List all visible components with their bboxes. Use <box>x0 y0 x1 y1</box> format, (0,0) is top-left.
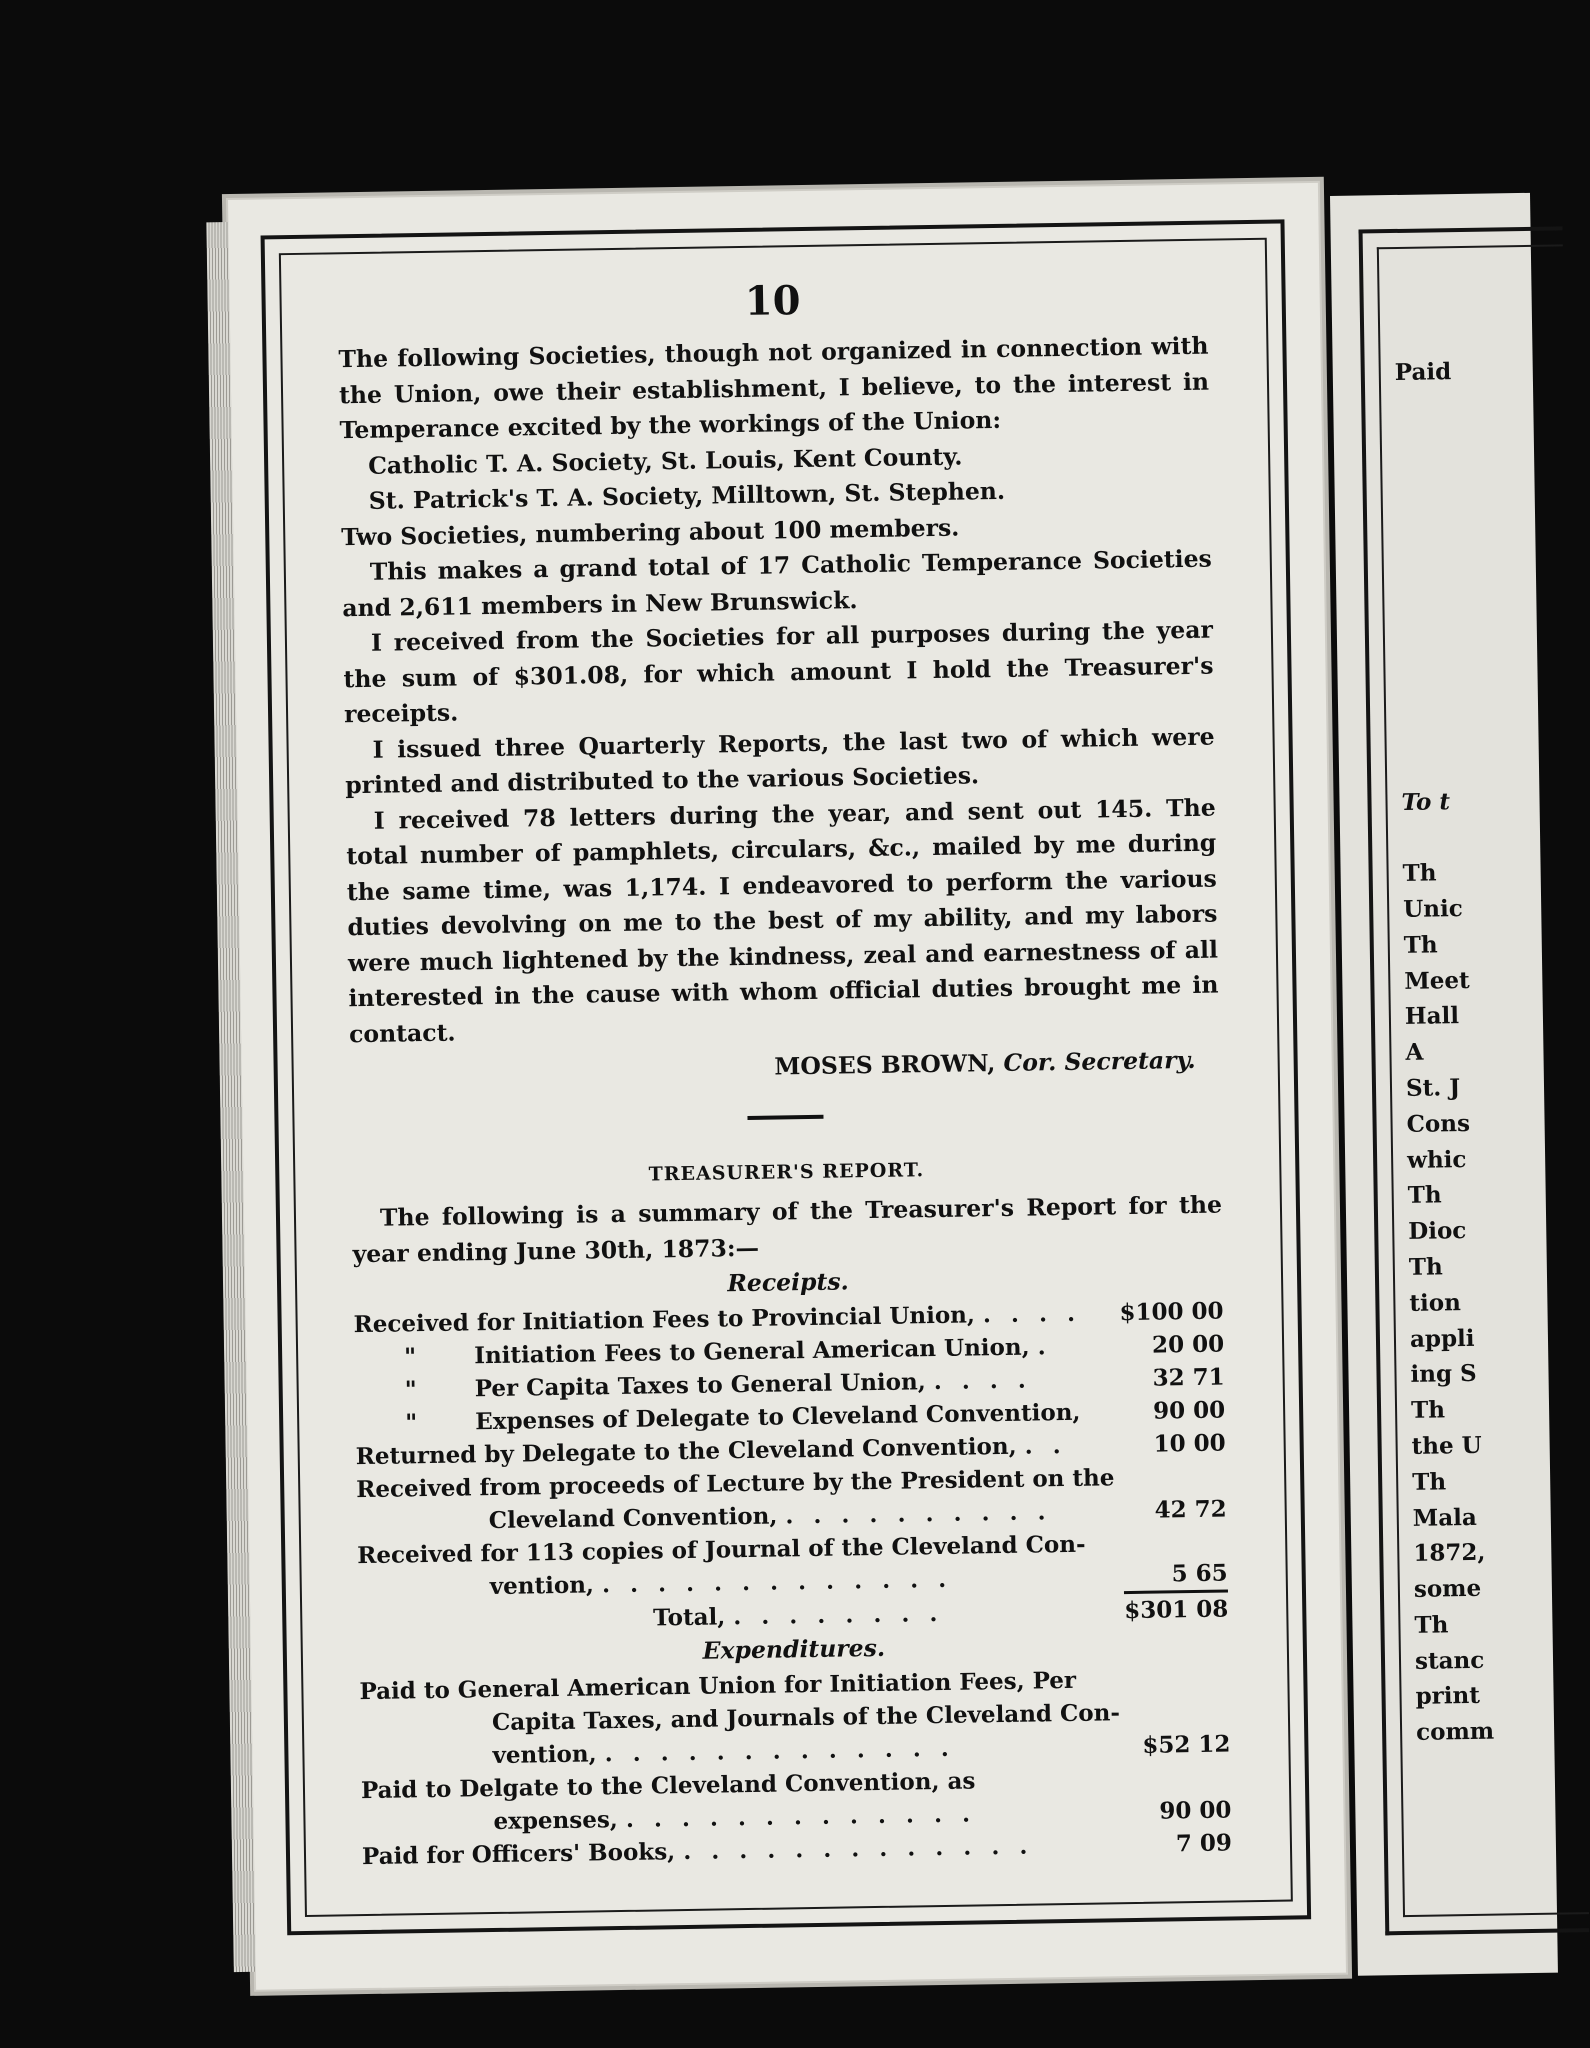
page-edges <box>206 222 255 1972</box>
expenditure-amount: 7 09 <box>1175 1828 1233 1857</box>
expenditure-amount: $52 12 <box>1142 1729 1231 1759</box>
receipt-label: Returned by Delegate to the Cleveland Convention, . . <box>355 1431 1067 1470</box>
receipt-amount: 32 71 <box>1152 1362 1225 1392</box>
fragment-line: Th <box>1403 931 1438 959</box>
table-row <box>359 1661 1230 1774</box>
page-border-outer <box>261 219 1312 1935</box>
fragment-line: ing S <box>1410 1360 1477 1389</box>
fragment-line: Dioc <box>1408 1217 1467 1246</box>
signature-title: Cor. Secretary. <box>1003 1045 1196 1077</box>
fragment-line: 1872, <box>1413 1539 1486 1568</box>
fragment-line <box>1396 461 1475 498</box>
receipt-amount: 10 00 <box>1153 1428 1226 1458</box>
receipts-table <box>353 1294 1228 1639</box>
fragment-line: some <box>1413 1574 1482 1603</box>
receipt-label: Received from proceeds of Lecture by the President on the Cleveland Convention, . . . . . . . . . . <box>356 1463 1115 1534</box>
fragment-line <box>1398 569 1477 606</box>
receipts-heading: Receipts. <box>727 1267 849 1298</box>
report-intro: The following is a summary of the Treasurer's Report for the year ending June 30th, 1873:— <box>352 1190 1223 1268</box>
fragment-line: print <box>1415 1682 1481 1711</box>
fragment-line: Th <box>1407 1181 1442 1210</box>
ditto-mark: " <box>403 1342 417 1370</box>
signature-name: MOSES BROWN, <box>774 1049 996 1081</box>
fragment-line <box>1396 425 1475 462</box>
fragment-line: Th <box>1408 1253 1443 1281</box>
section-divider <box>747 1114 823 1119</box>
fragment-line <box>1401 747 1480 784</box>
fragment-line: comm <box>1415 1717 1495 1747</box>
paragraph: This makes a grand total of 17 Catholic Temperance Societies and 2,611 members in New Brunswick. <box>342 544 1212 622</box>
fragment-line: appli <box>1409 1324 1475 1353</box>
receipt-label: " Expenses of Delegate to Cleveland Convention, <box>355 1395 1121 1440</box>
right-page-fragment <box>1330 193 1558 1976</box>
expenditure-amount: 90 00 <box>1159 1795 1232 1825</box>
receipt-amount: 42 72 <box>1154 1494 1227 1524</box>
fragment-line: Mala <box>1412 1503 1477 1532</box>
fragment-line <box>1400 712 1479 749</box>
fragment-line: Th <box>1402 859 1437 888</box>
fragment-line: Cons <box>1406 1109 1471 1138</box>
expenditure-label: Paid for Officers' Books, . . . . . . . . . . . . . <box>361 1832 1034 1870</box>
paragraph: Two Societies, numbering about 100 members. <box>341 513 960 551</box>
paragraph: I received from the Societies for all purposes during the year the sum of $301.08, for which amount I hold the Treasurer's receipts. <box>343 615 1214 729</box>
fragment-line <box>1399 640 1478 677</box>
expenditure-label: Paid to General American Union for Initiation Fees, Per Capita Taxes, and Journals of the Cleveland Con- vention, . . . . . . . . . . . . . <box>359 1666 1121 1769</box>
fragment-line: whic <box>1406 1145 1467 1174</box>
expenditures-heading: Expenditures. <box>702 1633 886 1665</box>
report-heading: TREASURER'S REPORT. <box>648 1158 925 1186</box>
receipt-amount: 90 00 <box>1152 1395 1226 1425</box>
paragraph: St. Patrick's T. A. Society, Milltown, St. Stephen. <box>368 476 1006 515</box>
page-border-inner <box>279 238 1293 1917</box>
fragment-line: Th <box>1411 1468 1447 1496</box>
expenditures-table <box>359 1661 1232 1873</box>
signature <box>349 1043 1195 1092</box>
fragment-line <box>1397 533 1476 570</box>
paragraph: I received 78 letters during the year, and sent out 145. The total number of pamphlets, circulars, &c., mailed by me during the same time, was 1,174. I endeavored to perform the various duties devolving on me to the best of my ability, and my labors were much lightened by the kindness, zeal and earnestness of all interested in the cause with whom official duties brought me in contact. <box>346 793 1219 1048</box>
fragment-line: Th <box>1410 1396 1446 1424</box>
receipt-label: " Per Capita Taxes to General Union, . . . . <box>354 1362 1120 1407</box>
receipt-label: Received for 113 copies of Journal of the Cleveland Con- vention, . . . . . . . . . . . . . <box>357 1530 1086 1600</box>
fragment-line: the U <box>1411 1431 1482 1460</box>
total-amount: $301 08 <box>1124 1591 1229 1627</box>
fragment-line: tion <box>1409 1288 1462 1317</box>
left-page <box>228 183 1346 1990</box>
fragment-line: Hall <box>1404 1002 1460 1031</box>
receipt-amount: $100 00 <box>1119 1297 1224 1326</box>
receipt-label: " Initiation Fees to General American Union, . <box>354 1329 1120 1374</box>
fragment-line <box>1397 497 1476 534</box>
fragment-line: St. J <box>1405 1074 1461 1102</box>
paragraph: Catholic T. A. Society, St. Louis, Kent County. <box>367 441 963 480</box>
fragment-line: stanc <box>1414 1646 1485 1675</box>
fragment-line <box>1398 604 1477 641</box>
fragment-line: Th <box>1414 1611 1449 1639</box>
fragment-line <box>1400 676 1479 713</box>
fragment-line: Meet <box>1404 966 1470 995</box>
expenditure-label: Paid to Delgate to the Cleveland Convention, as expenses, . . . . . . . . . . . . . <box>360 1766 977 1835</box>
receipt-amount: 20 00 <box>1151 1329 1225 1359</box>
paragraph: The following Societies, though not organized in connection with the Union, owe their establishment, I believe, to the interest in Temperance excited by the workings of the Union: <box>338 331 1210 445</box>
fragment-line <box>1402 819 1481 856</box>
paragraph: I issued three Quarterly Reports, the last two of which were printed and distributed to the various Societies. <box>344 722 1215 800</box>
fragment-line <box>1395 390 1474 427</box>
fragment-line: Unic <box>1403 894 1463 923</box>
ditto-mark: " <box>405 1408 418 1436</box>
receipt-amount: 5 65 <box>1171 1559 1228 1588</box>
fragment-line: To t <box>1401 787 1451 816</box>
page-number: 10 <box>744 277 801 325</box>
receipt-label: Received for Initiation Fees to Provincial Union, . . . . <box>353 1299 1082 1338</box>
fragment-line: Paid <box>1394 358 1452 387</box>
fragment-line: A <box>1405 1038 1424 1067</box>
ditto-mark: " <box>404 1375 417 1403</box>
total-label: Total, . . . . . . . . <box>652 1599 944 1632</box>
